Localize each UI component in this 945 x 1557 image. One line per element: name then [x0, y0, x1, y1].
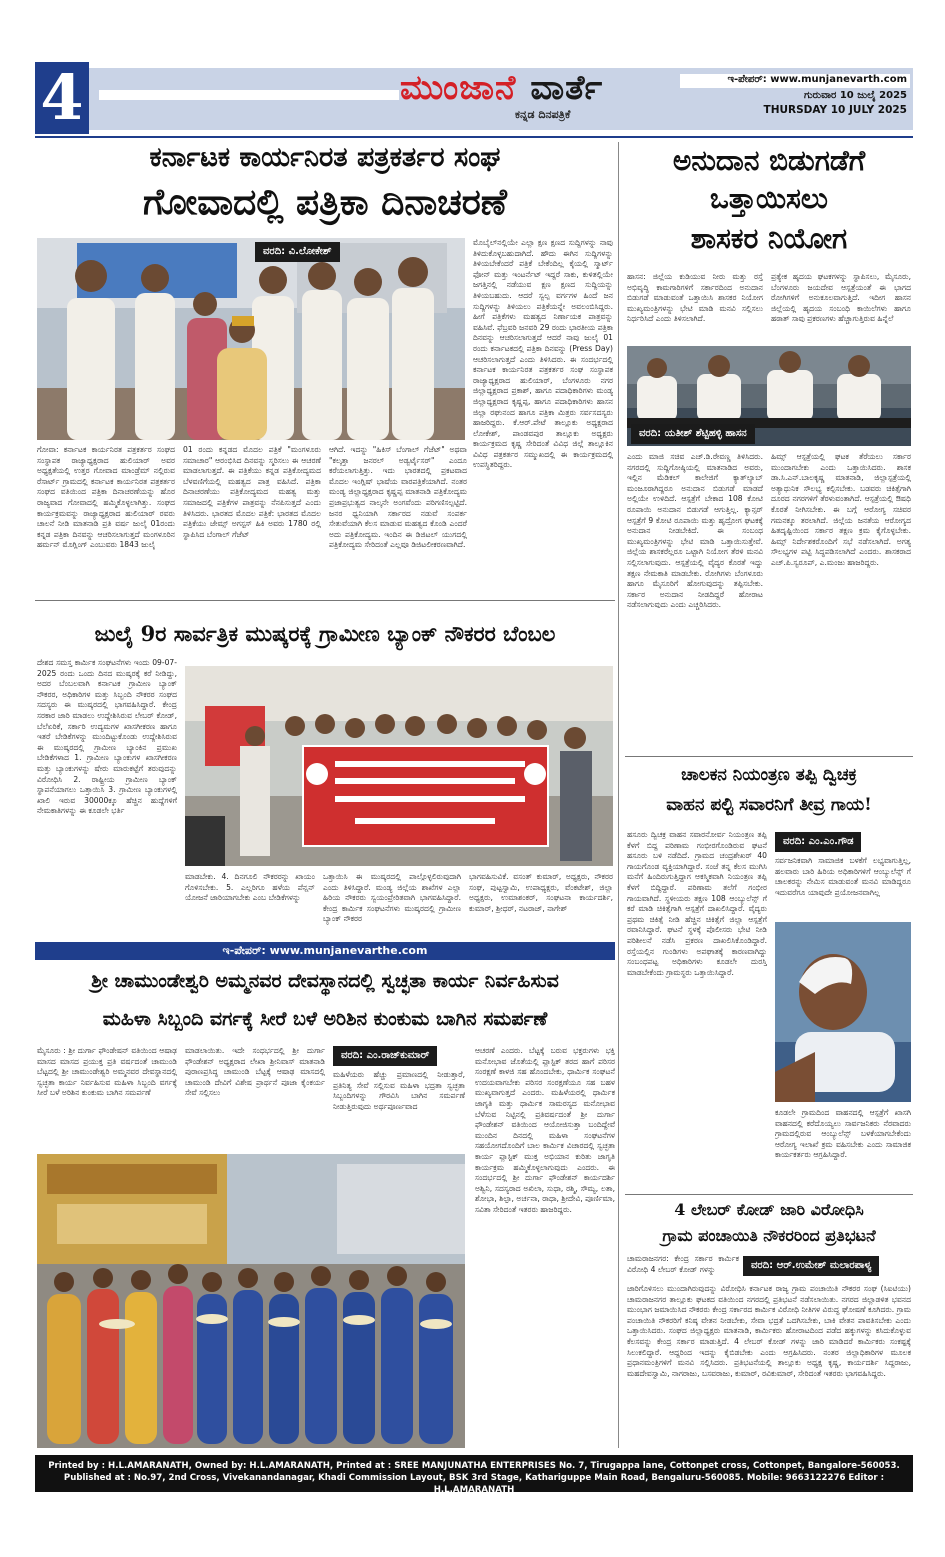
story1-photo — [37, 238, 465, 440]
story4-headline-line3: ಶಾಸಕರ ನಿಯೋಗ — [690, 222, 848, 255]
story1-headline-line1: ಕರ್ನಾಟಕ ಕಾರ್ಯನಿರತ ಪತ್ರಕರ್ತರ ಸಂಘ — [149, 142, 501, 173]
paper-name-part2: ವಾರ್ತೆ — [530, 68, 604, 108]
story2-photo — [185, 666, 613, 866]
story4-col2-top: ಪ್ರತ್ಯೇಕ ಹೃದಯ ಘಟಕಗಳನ್ನು ಸ್ಥಾಪಿಸಲು, ಮೈಸೂರು, ಬೆಂಗಳೂರು ಜಯದೇವ ಆಸ್ಪತ್ರೆಯಂತೆ ಈ ಭಾಗದ ರೋಗಿಗಳಿಗೆ ಅನುಕೂಲವಾಗುತ್ತಿದೆ. ಇದೀಗ ಹಾಸನ ಜಿಲ್ಲೆಯಲ್ಲಿ ಹೃದಯ ಸಂಬಂಧಿ ಕಾಯಿಲೆಗಳು ಹಾಗೂ ಹಠಾತ್ ಸಾವು ಪ್ರಕರಣಗಳು ಹೆಚ್ಚಾಗುತ್ತಿರುವ ಹಿನ್ನೆಲೆ — [771, 272, 911, 324]
paper-name — [400, 68, 603, 108]
story2-col2: ಮಾಡಬೇಕು. 4. ದಿನಗೂಲಿ ನೌಕರರನ್ನು ಖಾಯಂ ಗೊಳಿಸಬೇಕು. 5. ಎಲ್ಲರಿಗೂ ಹಳೆಯ ಪೆನ್ಷನ್ ಯೋಜನೆ ಜಾರಿಯಾಗಬೇಕು ಎಂಬ ಬೇಡಿಕೆಗಳನ್ನು — [185, 872, 315, 903]
story4-headline-line2: ಒತ್ತಾಯಿಸಲು — [710, 182, 828, 215]
epaper-strip[interactable]: ಇ-ಪೇಪರ್: www.munjanevarthe.com — [35, 942, 615, 960]
story2-col4: ಭಾಗವಹಿಸುವಿಕೆ. ವಸಂತ್ ಕುಮಾರ್, ಅಧ್ಯಕ್ಷರು, ನೌಕರರ ಸಂಘ, ಪುಟ್ಟಸ್ವಾಮಿ, ಉಪಾಧ್ಯಕ್ಷರು, ವೆಂಕಟೇಶ್, ಜಿಲ್ಲಾ ಅಧ್ಯಕ್ಷರು, ಉಮಾಶಂಕರ್, ಸಂಘಟನಾ ಕಾರ್ಯದರ್ಶಿ, ಕುಮಾರ್, ಶ್ರೀಧರ್, ನಟರಾಜ್, ನಾಗೇಶ್ — [469, 872, 613, 913]
imprint-line1: Printed by : H.L.AMARANATH, Owned by: H.L.AMARANATH, Printed at : SREE MANJUNATHA ENTERPRISES No. 7, Tirugappa lane, Cottonpet cross, Cottonpet, Bangalore-560053. — [48, 1461, 900, 1471]
story4-headline-line1: ಅನುದಾನ ಬಿಡುಗಡೆಗೆ — [672, 144, 866, 177]
story2-col1: ದೇಶದ ಸಮಸ್ತ ಕಾರ್ಮಿಕ ಸಂಘಟನೆಗಳು ಇಂದು 09-07-2025 ರಂದು ಒಂದು ದಿನದ ಮುಷ್ಕರಕ್ಕೆ ಕರೆ ನೀಡಿದ್ದು, ಅದರ ಬೆಂಬಲವಾಗಿ ಕರ್ನಾಟಕ ಗ್ರಾಮೀಣ ಬ್ಯಾಂಕ್ ನೌಕರರ, ಅಧಿಕಾರಿಗಳ ಮತ್ತು ಸಿಬ್ಬಂದಿ ನೌಕರರ ಸಂಘದ ಸದಸ್ಯರು ಈ ಮುಷ್ಕರದಲ್ಲಿ ಭಾಗವಹಿಸಿದ್ದಾರೆ. ಕೇಂದ್ರ ಸರಕಾರ ಜಾರಿ ಮಾಡಲು ಉದ್ದೇಶಿಸಿರುವ ಲೇಬರ್ ಕೋಡ್, ಬೆಲೆಏರಿಕೆ, ಸರ್ಕಾರಿ ಉದ್ಯಮಗಳ ಖಾಸಗೀಕರಣ ಹಾಗೂ ಇತರೆ ಬೇಡಿಕೆಗಳನ್ನು ಮುಂದಿಟ್ಟುಕೊಂಡು ಉದ್ದೇಶಿಸಿರುವ ಈ ಮುಷ್ಕರದಲ್ಲಿ ಗ್ರಾಮೀಣ ಬ್ಯಾಂಕಿನ ಪ್ರಮುಖ ಬೇಡಿಕೆಗಳಾದ 1. ಗ್ರಾಮೀಣ ಬ್ಯಾಂಕುಗಳ ಖಾಸಗೀಕರಣ ಮತ್ತು ಬ್ಯಾಂಕುಗಳನ್ನು ಷೇರು ಮಾರುಕಟ್ಟೆಗೆ ತರುವುದನ್ನು ವಿರೋಧಿಸಿ 2. ರಾಷ್ಟ್ರೀಯ ಗ್ರಾಮೀಣ ಬ್ಯಾಂಕ್ ಸ್ಥಾಪನೆಯಾಗಲು ಒತ್ತಾಯಿಸಿ 3. ಗ್ರಾಮೀಣ ಬ್ಯಾಂಕುಗಳಲ್ಲಿ ಖಾಲಿ ಇರುವ 30000ಕ್ಕೂ ಹೆಚ್ಚಿನ ಹುದ್ದೆಗಳಿಗೆ ನೇಮಕಾತಿಗಳನ್ನು ಈ ಕೂಡಲೇ ಭರ್ತಿ — [37, 658, 177, 816]
story4-byline: ವರದಿ: ಯತೀಶ್ ಶೆಟ್ಟಿಹಳ್ಳಿ ಹಾಸನ — [631, 424, 755, 444]
story5-headline-line2: ವಾಹನ ಪಲ್ಟಿ ಸವಾರನಿಗೆ ತೀವ್ರ ಗಾಯ! — [666, 795, 872, 815]
story6-byline: ವರದಿ: ಆರ್.ಉಮೇಶ್ ಮಲಾರಪಾಳ್ಯ — [743, 1256, 879, 1276]
masthead-date-kannada: ಗುರುವಾರ 10 ಜುಲೈ 2025 — [804, 90, 907, 101]
story6-headline-line2: ಗ್ರಾಮ ಪಂಚಾಯಿತಿ ನೌಕರರಿಂದ ಪ್ರತಿಭಟನೆ — [662, 1226, 876, 1245]
story5-photo — [775, 922, 911, 1102]
masthead-date-english: THURSDAY 10 JULY 2025 — [763, 104, 907, 116]
column-divider — [618, 142, 619, 1448]
story1-col4: ಮೊಬೈಲ್‌ನಲ್ಲಿಯೇ ಎಲ್ಲಾ ಕ್ಷಣ ಕ್ಷಣದ ಸುದ್ದಿಗಳನ್ನು ನಾವು ತಿಳಿದುಕೊಳ್ಳಬಹುದಾಗಿದೆ. ಹೌದು ಈಗಿನ ಸುದ್ದಿಗಳನ್ನು ತಿಳಿಯಬೇಕೆಂದರೆ ಪತ್ರಿಕೆ ಬೇಕೆಂದಿಲ್ಲ ಕೈಯಲ್ಲಿ ಸ್ಮಾರ್ಟ್ ಫೋನ್ ಮತ್ತು ಇಂಟರ್ನೆಟ್ ಇದ್ದರೆ ಸಾಕು, ಕುಳಿತಲ್ಲಿಯೇ ಜಗತ್ತಿನಲ್ಲಿ ನಡೆಯುವ ಕ್ಷಣ ಕ್ಷಣದ ಸುದ್ದಿಯನ್ನು ತಿಳಿಯಬಹುದು. ಆದರೆ ಸ್ವಲ್ಪ ವರ್ಗಗಳ ಹಿಂದೆ ಜನ ಸುದ್ದಿಗಳನ್ನು ತಿಳಿಯಲು ಪತ್ರಿಕೆಯನ್ನೇ ಅವಲಂಬಿಸಿದ್ದರು. ಹೀಗೆ ಪತ್ರಿಕೆಗಳು ಮಹತ್ವದ ನಿರ್ಣಾಯಕ ಪಾತ್ರವನ್ನು ವಹಿಸಿವೆ. ಫೆಬ್ರವರಿ ಜನವರಿ 29 ರಂದು ಭಾರತೀಯ ಪತ್ರಿಕಾ ದಿನವನ್ನು ಆಚರಿಸಲಾಗುತ್ತದೆ ಆದರೆ ನಾವು ಜುಲೈ 01 ರಂದು ಕರ್ನಾಟಕದಲ್ಲಿ ಪತ್ರಿಕಾ ದಿನವನ್ನು (Press Day) ಆಚರಿಸಲಾಗುತ್ತದೆ ಎಂದು ತಿಳಿಸಿದರು. ಈ ಸಂದರ್ಭದಲ್ಲಿ ಕರ್ನಾಟಕ ಕಾರ್ಯನಿರತ ಪತ್ರಕರ್ತರ ಸಂಘ ಸಂಸ್ಥಾಪಕ ರಾಜ್ಯಾಧ್ಯಕ್ಷರಾದ ಹುಲಿಯಾರ್, ಬೆಂಗಳೂರು ನಗರ ಜಿಲ್ಲಾಧ್ಯಕ್ಷರಾದ ಪ್ರಕಾಶ್, ಹಾಗೂ ಪದಾಧಿಕಾರಿಗಳು ಮಂಡ್ಯ ಜಿಲ್ಲಾಧ್ಯಕ್ಷರಾದ ಕೃಷ್ಣಪ್ಪ, ಹಾಗೂ ಪದಾಧಿಕಾರಿಗಳು ಹಾಸನ ಜಿಲ್ಲಾ ರಘುನಂದ ಹಾಗೂ ಪತ್ರಿಕಾ ಮಿತ್ರರು ಸರ್ವಸದಸ್ಯರು ಹಾಜರಿದ್ದರು. ಕೆ.ಆರ್.ಪೇಟೆ ತಾಲ್ಲೂಕು ಅಧ್ಯಕ್ಷರಾದ ಲೋಕೇಶ್, ಪಾಂಡವಪುರ ತಾಲ್ಲೂಕು ಅಧ್ಯಕ್ಷರು ಕಾರ್ಯಕ್ರಮದ ಕೃಷ್ಣ ಸೇರಿದಂತೆ ವಿವಿಧ ಜಿಲ್ಲೆ ತಾಲ್ಲೂಕಿನ ವಿವಿಧ ಪತ್ರಕರ್ತರ ಸಮ್ಮುಖದಲ್ಲಿ ಈ ಕಾರ್ಯಕ್ರಮದಲ್ಲಿ ಉಪಸ್ಥಿತರಿದ್ದರು. — [473, 238, 613, 470]
story1-byline: ವರದಿ: ವಿ.ಲೋಕೇಶ್ — [255, 242, 340, 262]
story6-headline-line1: 4 ಲೇಬರ್ ಕೋಡ್ ಜಾರಿ ವಿರೋಧಿಸಿ — [674, 1200, 864, 1219]
story1-col3: ಆಗಿದೆ. ಇದನ್ನು "ಹಿಕಿಸ್ ಬೆಂಗಾಲ್ ಗೆಜೆಟ್" ಅಥವಾ "ಕಲ್ಕತ್ತಾ ಜನರಲ್ ಅಡ್ವರ್ಟೈಸರ್" ಎಂದೂ ಕರೆಯಲಾಗುತ್ತಿತ್ತು. ಇದು ಭಾರತದಲ್ಲಿ ಪ್ರಕಟವಾದ ಮೊದಲ ಇಂಗ್ಲಿಷ್ ಭಾಷೆಯ ವಾರಪತ್ರಿಕೆಯಾಗಿದೆ. ನಂತರ ಮಂಡ್ಯ ಜಿಲ್ಲಾಧ್ಯಕ್ಷರಾದ ಕೃಷ್ಣಪ್ಪ ಮಾತನಾಡಿ ಪತ್ರಿಕೋದ್ಯಮ ಪ್ರಜಾಪ್ರಭುತ್ವದ ನಾಲ್ಕನೇ ಅಂಗವೆಂದು ಪರಿಗಣಿಸಲ್ಪಟ್ಟಿದೆ. ಜನರ ಧ್ವನಿಯಾಗಿ ಸರ್ಕಾರದ ನಡುವೆ ಸಂಪರ್ಕ ಸೇತುವೆಯಾಗಿ ಕೆಲಸ ಮಾಡುವ ಮಹತ್ವದ ಕೊಂಡಿ ಎಂದರೆ ಅದು ಪತ್ರಿಕೋದ್ಯಮ. ಇಂದಿನ ಈ ಡಿಜಿಟಲ್ ಯುಗದಲ್ಲಿ ಪತ್ರಿಕೋದ್ಯಮ ಸೇರಿದಂತೆ ಎಲ್ಲವೂ ಡಿಜಿಟಲೀಕರಣವಾಗಿದೆ. — [329, 445, 467, 550]
story1-headline-line2: ಗೋವಾದಲ್ಲಿ ಪತ್ರಿಕಾ ದಿನಾಚರಣೆ — [142, 181, 507, 223]
story5-byline: ವರದಿ: ಎಂ.ಎಂ.ಗೌಡ — [775, 832, 861, 852]
newspaper-page — [35, 61, 913, 1495]
story3-headline-line2: ಮಹಿಳಾ ಸಿಬ್ಬಂದಿ ವರ್ಗಕ್ಕೆ ಸೀರೆ ಬಳೆ ಅರಿಶಿನ ಕುಂಕುಮ ಬಾಗಿನ ಸಮರ್ಪಣೆ — [102, 1008, 548, 1030]
story4-col1-top: ಹಾಸನ: ಜಿಲ್ಲೆಯ ಕುಡಿಯುವ ನೀರು ಮತ್ತು ರಸ್ತೆ ಅಭಿವೃದ್ಧಿ ಕಾಮಗಾರಿಗಳಿಗೆ ಸರ್ಕಾರದಿಂದ ಅನುದಾನ ಬಿಡುಗಡೆ ಮಾಡುವಂತೆ ಒತ್ತಾಯಿಸಿ ಶಾಸಕರ ನಿಯೋಗ ಮುಖ್ಯಮಂತ್ರಿಗಳನ್ನು ಭೇಟಿ ಮಾಡಿ ಮನವಿ ಸಲ್ಲಿಸಲು ನಿರ್ಧರಿಸಿದೆ ಎಂದು ತಿಳಿಸಲಾಗಿದೆ. — [627, 272, 763, 324]
story4-separator — [625, 756, 913, 757]
page-number: 4 — [35, 62, 89, 134]
story4-col2-bottom-wrap — [771, 272, 911, 752]
story3-col1: ಮೈಸೂರು : ಶ್ರೀ ದುರ್ಗಾ ಫೌಂಡೇಷನ್ ವತಿಯಿಂದ ಆಷಾಢ ಮಾಸದ ಮಾಸದ ಪ್ರಯುಕ್ತ ಪ್ರತಿ ವರ್ಷದಂತೆ ಚಾಮುಂಡಿ ಬೆಟ್ಟದಲ್ಲಿ ಶ್ರೀ ಚಾಮುಂಡೇಶ್ವರಿ ಅಮ್ಮನವರ ದೇವಸ್ಥಾನದಲ್ಲಿ ಸ್ವಚ್ಛತಾ ಕಾರ್ಯ ನಿರ್ವಹಿಸುವ ಮಹಿಳಾ ಸಿಬ್ಬಂದಿ ವರ್ಗಕ್ಕೆ ಸೀರೆ ಬಳೆ ಅರಿಶಿನ ಕುಂಕುಮ ಬಾಗಿನ ಸಮರ್ಪಣೆ — [37, 1046, 177, 1098]
story5-col2-top: ಸರ್ವಜನಿಕವಾಗಿ ಸಾಮಾಜಿಕ ಬಳಕೆಗೆ ಲಭ್ಯವಾಗುತ್ತಿಲ್ಲ, ಹಲವಾರು ಬಾರಿ ಹಿರಿಯ ಅಧಿಕಾರಿಗಳಿಗೆ ಆಂಬ್ಯುಲೆನ್ಸ್ ಗೆ ಚಾಲಕರನ್ನು ನೇಮಿಸ ಮಾಡುವಂತೆ ಮನವಿ ಮಾಡಿದ್ದರೂ ಇದುವರೆಗೂ ಯಾವುದೇ ಪ್ರಯೋಜನವಾಗಿಲ್ಲ — [775, 856, 911, 897]
masthead-rule — [35, 136, 913, 138]
story4-col2-bottom: ಹಿಮ್ಸ್ ಆಸ್ಪತ್ರೆಯಲ್ಲಿ ಘಟಕ ತೆರೆಯಲು ಸರ್ಕಾರ ಮುಂದಾಗಬೇಕು ಎಂದು ಒತ್ತಾಯಿಸಿದರು. ಶಾಸಕ ಡಾ.ಸಿ.ಎನ್.ಬಾಲಕೃಷ್ಣ ಮಾತನಾಡಿ, ಜಿಲ್ಲಾಸ್ಪತ್ರೆಯಲ್ಲಿ ಅತ್ಯಾಧುನಿಕ ಸೌಲಭ್ಯ ಕಲ್ಪಿಸಬೇಕು. ಬಡವರು ಚಿಕಿತ್ಸೆಗಾಗಿ ದೂರದ ನಗರಗಳಿಗೆ ತೆರಳುವಂತಾಗಿದೆ. ಆಸ್ಪತ್ರೆಯಲ್ಲಿ ಔಷಧಿ ಕೊರತೆ ನೀಗಿಸಬೇಕು. ಈ ಬಗ್ಗೆ ಆರೋಗ್ಯ ಸಚಿವರ ಗಮನಕ್ಕೂ ತರಲಾಗಿದೆ. ಜಿಲ್ಲೆಯ ಜನತೆಯ ಆರೋಗ್ಯದ ಹಿತದೃಷ್ಟಿಯಿಂದ ಸರ್ಕಾರ ತಕ್ಷಣ ಕ್ರಮ ಕೈಗೊಳ್ಳಬೇಕು. ಹಿಮ್ಸ್ ನಿರ್ದೇಶಕರೊಂದಿಗೆ ಸಭೆ ನಡೆಸಲಾಗಿದೆ. ಅಗತ್ಯ ಸೌಲಭ್ಯಗಳ ಪಟ್ಟಿ ಸಿದ್ಧಪಡಿಸಲಾಗಿದೆ ಎಂದರು. ಶಾಸಕರಾದ ಎಚ್.ಪಿ.ಸ್ವರೂಪ್, ಎ.ಮಂಜು ಹಾಜರಿದ್ದರು. — [771, 452, 911, 567]
imprint-footer — [35, 1455, 913, 1495]
paper-name-part1: ಮುಂಜಾನೆ — [400, 68, 517, 108]
imprint-line2: Published at : No.97, 2nd Cross, Vivekanandanagar, Khadi Commission Layout, BSK 3rd Stage, Kathariguppe Main Road, Bengaluru-560085. Mobile: 9663122276 Editor : H.L.AMARANATH — [63, 1473, 885, 1495]
story2-headline: ಜುಲೈ 9ರ ಸಾರ್ವತ್ರಿಕ ಮುಷ್ಕರಕ್ಕೆ ಗ್ರಾಮೀಣ ಬ್ಯಾಂಕ್ ನೌಕರರ ಬೆಂಬಲ — [94, 621, 556, 646]
story5-col1: ಹಸೂರು ದ್ವಿಚಕ್ರ ವಾಹನ ಸವಾರನೋರ್ವ ನಿಯಂತ್ರಣ ತಪ್ಪಿ ಕೆಳಗೆ ಬಿದ್ದ ಪರಿಣಾಮ ಗಂಭೀರಗೊಂಡಿರುವ ಘಟನೆ ಹಸೂರು ಬಳಿ ನಡೆದಿದೆ. ಗ್ರಾಮದ ಚಂದ್ರಶೇಖರ್ 40 ಗಾಯಗೊಂಡ ವ್ಯಕ್ತಿಯಾಗಿದ್ದಾರೆ. ಸಂಜೆ ತನ್ನ ಕೆಲಸ ಮುಗಿಸಿ ಮನೆಗೆ ಹಿಂದಿರುಗುತ್ತಿದ್ದಾಗ ಆಕಸ್ಮಿಕವಾಗಿ ನಿಯಂತ್ರಣ ತಪ್ಪಿ ಕೆಳಗೆ ಬಿದ್ದಿದ್ದಾರೆ. ಪರಿಣಾಮ ತಲೆಗೆ ಗಂಭೀರ ಗಾಯವಾಗಿದೆ. ಸ್ಥಳೀಯರು ತಕ್ಷಣ 108 ಆಂಬ್ಯುಲೆನ್ಸ್ ಗೆ ಕರೆ ಮಾಡಿ ಚಿಕಿತ್ಸೆಗಾಗಿ ಆಸ್ಪತ್ರೆಗೆ ದಾಖಲಿಸಿದ್ದಾರೆ. ವೈದ್ಯರು ಪ್ರಥಮ ಚಿಕಿತ್ಸೆ ನೀಡಿ ಹೆಚ್ಚಿನ ಚಿಕಿತ್ಸೆಗೆ ಜಿಲ್ಲಾ ಆಸ್ಪತ್ರೆಗೆ ರವಾನಿಸಿದ್ದಾರೆ. ಘಟನೆ ಸ್ಥಳಕ್ಕೆ ಪೊಲೀಸರು ಭೇಟಿ ನೀಡಿ ಪರಿಶೀಲನೆ ನಡೆಸಿ ಪ್ರಕರಣ ದಾಖಲಿಸಿಕೊಂಡಿದ್ದಾರೆ. ರಸ್ತೆಯಲ್ಲಿನ ಗುಂಡಿಗಳು ಅಪಘಾತಕ್ಕೆ ಕಾರಣವಾಗಿದ್ದು ಸಂಬಂಧಪಟ್ಟ ಅಧಿಕಾರಿಗಳು ಕೂಡಲೇ ದುರಸ್ತಿ ಮಾಡಬೇಕೆಂದು ಗ್ರಾಮಸ್ಥರು ಒತ್ತಾಯಿಸಿದ್ದಾರೆ. — [627, 830, 767, 977]
story3-col2: ಮಾಡಲಾಯಿತು. ಇದೇ ಸಂಧರ್ಭದಲ್ಲಿ ಶ್ರೀ ದುರ್ಗಾ ಫೌಂಡೇಶನ್ ಅಧ್ಯಕ್ಷರಾದ ಲೇಖಾ ಶ್ರೀನಿವಾಸ್ ಮಾತನಾಡಿ ಪುರಾಣಪ್ರಸಿದ್ಧ ಚಾಮುಂಡಿ ಬೆಟ್ಟಕ್ಕೆ ಆಷಾಢ ಮಾಸದಲ್ಲಿ ಚಾಮುಂಡಿ ದೇವಿಗೆ ವಿಶೇಷ ಪ್ರಾರ್ಥನೆ ಪೂಜಾ ಕೈಂಕರ್ಯ ಸೇವೆ ಸಲ್ಲಿಸಲು — [185, 1046, 325, 1098]
story1-col2: 01 ರಂದು ಕನ್ನಡದ ಮೊದಲ ಪತ್ರಿಕೆ "ಮಂಗಳೂರು ಸಮಾಚಾರ" ಆರಂಭಿಸಿದ ದಿನವನ್ನು ಸ್ಮರಿಸಲು ಈ ಆಚರಣೆ ಮಾಡಲಾಗುತ್ತದೆ. ಈ ಪತ್ರಿಕೆಯು ಕನ್ನಡ ಪತ್ರಿಕೋದ್ಯಮದ ಬೆಳವಣಿಗೆಯಲ್ಲಿ ಮಹತ್ವದ ಪಾತ್ರ ವಹಿಸಿದೆ. ಪತ್ರಿಕಾ ದಿನಾಚರಣೆಯು ಪತ್ರಿಕೋದ್ಯಮದ ಮಹತ್ವ ಮತ್ತು ಸಮಾಜದಲ್ಲಿ ಪತ್ರಿಕೆಗಳ ಪಾತ್ರವನ್ನು ನೆನಪಿಸುತ್ತದೆ ಎಂದು ತಿಳಿಸಿದರು. ಭಾರತದ ಮೊದಲ ಪತ್ರಿಕೆ: ಭಾರತದ ಮೊದಲ ಪತ್ರಿಕೆಯು ಜೇಮ್ಸ್ ಅಗಸ್ಟಸ್ ಹಿಕಿ ಅವರು 1780 ರಲ್ಲಿ ಸ್ಥಾಪಿಸಿದ ಬೆಂಗಾಲ್ ಗೆಜೆಟ್ — [183, 445, 321, 539]
story5-separator — [625, 1194, 913, 1195]
story6-lead: ಚಾಮರಾಜನಗರ: ಕೇಂದ್ರ ಸರ್ಕಾರ ಕಾರ್ಮಿಕ ವಿರೋಧಿ 4 ಲೇಬರ್ ಕೋಡ್ ಗಳನ್ನು — [627, 1254, 739, 1274]
story4-col1-bottom: ಎಂದು ಮಾಜಿ ಸಚಿವ ಎಚ್.ಡಿ.ರೇವಣ್ಣ ತಿಳಿಸಿದರು. ನಗರದಲ್ಲಿ ಸುದ್ದಿಗೋಷ್ಠಿಯಲ್ಲಿ ಮಾತನಾಡಿದ ಅವರು, ಇಲ್ಲಿನ ಮೆಡಿಕಲ್ ಕಾಲೇಜಿಗೆ ಕ್ಯಾತ್‌ಲ್ಯಾಬ್ ಮಂಜೂರಾಗಿದ್ದರೂ ಅನುದಾನ ಬಿಡುಗಡೆ ಮಾಡದೆ ಅಲ್ಲಿಯೇ ಉಳಿದಿದೆ. ಆಸ್ಪತ್ರೆಗೆ ಬೇಕಾದ 108 ಕೋಟಿ ರೂಪಾಯಿ ಅನುದಾನ ಬಿಡುಗಡೆ ಆಗುತ್ತಿಲ್ಲ. ಕ್ಯಾನ್ಸರ್ ಆಸ್ಪತ್ರೆಗೆ 9 ಕೋಟಿ ರೂಪಾಯಿ ಮತ್ತು ಹೃದ್ರೋಗ ಘಟಕಕ್ಕೆ ಅನುದಾನ ನೀಡಬೇಕಿದೆ. ಈ ಸಂಬಂಧ ಮುಖ್ಯಮಂತ್ರಿಗಳನ್ನು ಭೇಟಿ ಮಾಡಿ ಒತ್ತಾಯಿಸುತ್ತೇವೆ. ಜಿಲ್ಲೆಯ ಶಾಸಕರೆಲ್ಲರೂ ಒಟ್ಟಾಗಿ ನಿಯೋಗ ತೆರಳಿ ಮನವಿ ಸಲ್ಲಿಸಲಾಗುವುದು. ಆಸ್ಪತ್ರೆಯಲ್ಲಿ ವೈದ್ಯರ ಕೊರತೆ ಇದ್ದು ತಕ್ಷಣ ನೇಮಕಾತಿ ಮಾಡಬೇಕು. ರೋಗಿಗಳು ಬೆಂಗಳೂರು ಹಾಗೂ ಮೈಸೂರಿಗೆ ಹೋಗುವುದನ್ನು ತಪ್ಪಿಸಬೇಕು. ಸರ್ಕಾರ ಅನುದಾನ ನೀಡದಿದ್ದರೆ ಹೋರಾಟ ನಡೆಸಲಾಗುವುದು ಎಂದು ಎಚ್ಚರಿಸಿದರು. — [627, 452, 763, 610]
story3-byline: ವರದಿ: ಎಂ.ರಾಜ್‌ಕುಮಾರ್ — [333, 1046, 437, 1066]
paper-subtitle: ಕನ್ನಡ ದಿನಪತ್ರಿಕೆ — [515, 108, 571, 121]
story3-photo — [37, 1154, 465, 1448]
story5-headline-line1: ಚಾಲಕನ ನಿಯಂತ್ರಣ ತಪ್ಪಿ ದ್ವಿಚಕ್ರ — [681, 765, 857, 785]
story5-col2-bottom: ಕೂಡಲೇ ಗ್ರಾಮದಿಂದ ವಾಹನದಲ್ಲಿ ಆಸ್ಪತ್ರೆಗೆ ಖಾಸಗಿ ವಾಹನದಲ್ಲಿ ಕರೆದೊಯ್ಯಲು ಸಾರ್ವಜನಿಕರು ನೆರವಾದರು ಗ್ರಾಮದಲ್ಲಿರುವ ಆಂಬ್ಯುಲೆನ್ಸ್ ಬಳಕೆಯಾಗಬೇಕೆಂದು ಆರೋಗ್ಯ ಇಲಾಖೆ ಕ್ರಮ ವಹಿಸಬೇಕು ಎಂದು ಸಾಮಾಜಿಕ ಕಾರ್ಯಕರ್ತರು ಆಗ್ರಹಿಸಿದ್ದಾರೆ. — [775, 1108, 911, 1160]
story3-headline-line1: ಶ್ರೀ ಚಾಮುಂಡೇಶ್ವರಿ ಅಮ್ಮನವರ ದೇವಸ್ಥಾನದಲ್ಲಿ ಸ್ವಚ್ಛತಾ ಕಾರ್ಯ ನಿರ್ವಹಿಸುವ — [91, 970, 559, 992]
masthead-epaper-url[interactable]: ಇ-ಪೇಪರ್: www.munjanevarth.com — [727, 74, 907, 85]
story3-col3: ಮಹಿಳೆಯರು ಹೆಚ್ಚು ಪ್ರಮಾಣದಲ್ಲಿ ನೀಡುತ್ತಾರೆ, ಪ್ರತಿನಿತ್ಯ ಸೇವೆ ಸಲ್ಲಿಸುವ ಮಹಿಳಾ ಭದ್ರತಾ ಸ್ವಚ್ಛತಾ ಸಿಬ್ಬಂದಿಗಳನ್ನು ಗೌರವಿಸಿ ಬಾಗಿನ ಸಮರ್ಪಣೆ ನೀಡುತ್ತಿರುವುದು ಅರ್ಥಪೂರ್ಣವಾದ — [333, 1070, 465, 1111]
story3-col4: ಆಚರಣೆ ಎಂದರು. ಬೆಟ್ಟಕ್ಕೆ ಬರುವ ಭಕ್ತರುಗಳು ಭಕ್ತಿ ಮನೋಭಾವ ಜೊತೆಯಲ್ಲಿ ಪ್ಲಾಸ್ಟಿಕ್ ತರದ ಹಾಗೆ ಪರಿಸರ ಸಂರಕ್ಷಣೆ ಕಾಳಜಿ ಸಹ ಹೊಂದಬೇಕು, ಧಾರ್ಮಿಕ ಸಂಘಟನೆ ಉದಯವಾಗಬೇಕು ಪರಿಸರ ಸಂರಕ್ಷಣೆಯೂ ಸಹ ಬಹಳ ಮುಖ್ಯವಾಗುತ್ತದೆ ಎಂದರು. ಮಹಿಳೆಯರಲ್ಲಿ ಧಾರ್ಮಿಕ ಜಾಗೃತಿ ಮತ್ತು ಧಾರ್ಮಿಕ ಸಾಮರಸ್ಯದ ಮನೋಭಾವ ಬೆಳೆಸುವ ನಿಟ್ಟಿನಲ್ಲಿ ಪ್ರತಿವರ್ಷದಂತೆ ಶ್ರೀ ದುರ್ಗಾ ಫೌಂಡೇಶನ್ ವತಿಯಿಂದ ಆಯೋಜಿಸುತ್ತಾ ಬಂದಿದ್ದೇವೆ ಮುಂದಿನ ದಿನದಲ್ಲಿ ಮಹಿಳಾ ಸಂಘಟನೆಗಳ ಸಹಯೋಗದೊಂದಿಗೆ ಬಾಲ ಕಾರ್ಮಿಕ ವಿಚಾರದಲ್ಲಿ ಸ್ವಚ್ಛತಾ ಕಾರ್ಯ ಪ್ಲಾಸ್ಟಿಕ್ ಮುಕ್ತ ಅಭಿಯಾನ ಕುರಿತು ಜಾಗೃತಿ ಕಾರ್ಯಕ್ರಮ ಹಮ್ಮಿಕೊಳ್ಳಲಾಗುವುದು ಎಂದರು. ಈ ಸಂದರ್ಭದಲ್ಲಿ ಶ್ರೀ ದುರ್ಗಾ ಫೌಂಡೇಶನ್ ಕಾರ್ಯದರ್ಶಿ ಅಶ್ವಿನಿ, ಸದಸ್ಯರಾದ ಅಖಿಲಾ, ಸುಧಾ, ರಶ್ಮಿ, ಸೌಮ್ಯ, ಲತಾ, ಶೋಭಾ, ಶಿಲ್ಪಾ, ಅರ್ಚನಾ, ರಾಧಾ, ಶ್ರೀದೇವಿ, ಪೂರ್ಣಿಮಾ, ಸವಿತಾ ಸೇರಿದಂತೆ ಇತರರು ಹಾಜರಿದ್ದರು. — [475, 1046, 615, 1214]
story1-separator — [35, 600, 615, 601]
story6-body: ಜಾರಿಗೊಳಿಸಲು ಮುಂದಾಗಿರುವುದನ್ನು ವಿರೋಧಿಸಿ ಕರ್ನಾಟಕ ರಾಜ್ಯ ಗ್ರಾಮ ಪಂಚಾಯಿತಿ ನೌಕರರ ಸಂಘ (ಸಿಐಟಿಯು) ಚಾಮರಾಜನಗರ ತಾಲ್ಲೂಕು ಘಟಕದ ವತಿಯಿಂದ ನಗರದಲ್ಲಿ ಪ್ರತಿಭಟನೆ ನಡೆಸಲಾಯಿತು. ನಗರದ ಜಿಲ್ಲಾಡಳಿತ ಭವನದ ಮುಂಭಾಗ ಜಮಾಯಿಸಿದ ನೌಕರರು ಕೇಂದ್ರ ಸರ್ಕಾರದ ಕಾರ್ಮಿಕ ವಿರೋಧಿ ನೀತಿಗಳ ವಿರುದ್ಧ ಘೋಷಣೆ ಕೂಗಿದರು. ಗ್ರಾಮ ಪಂಚಾಯಿತಿ ನೌಕರರಿಗೆ ಕನಿಷ್ಠ ವೇತನ ನೀಡಬೇಕು, ಸೇವಾ ಭದ್ರತೆ ಒದಗಿಸಬೇಕು, ಬಾಕಿ ವೇತನ ಪಾವತಿಸಬೇಕು ಎಂದು ಒತ್ತಾಯಿಸಿದರು. ಸಂಘದ ಜಿಲ್ಲಾಧ್ಯಕ್ಷರು ಮಾತನಾಡಿ, ಕಾರ್ಮಿಕರು ಹೋರಾಟದಿಂದ ಪಡೆದ ಹಕ್ಕುಗಳನ್ನು ಕಸಿದುಕೊಳ್ಳುವ ಕೆಲಸವನ್ನು ಕೇಂದ್ರ ಸರ್ಕಾರ ಮಾಡುತ್ತಿದೆ. 4 ಲೇಬರ್ ಕೋಡ್ ಗಳನ್ನು ಜಾರಿ ಮಾಡಿದರೆ ಕಾರ್ಮಿಕರು ಸಂಕಷ್ಟಕ್ಕೆ ಸಿಲುಕಲಿದ್ದಾರೆ. ಆದ್ದರಿಂದ ಇದನ್ನು ಕೈಬಿಡಬೇಕು ಎಂದು ಆಗ್ರಹಿಸಿದರು. ನಂತರ ಜಿಲ್ಲಾಧಿಕಾರಿಗಳ ಮೂಲಕ ಪ್ರಧಾನಮಂತ್ರಿಗಳಿಗೆ ಮನವಿ ಸಲ್ಲಿಸಿದರು. ಪ್ರತಿಭಟನೆಯಲ್ಲಿ ತಾಲ್ಲೂಕು ಅಧ್ಯಕ್ಷ ಕೃಷ್ಣ, ಕಾರ್ಯದರ್ಶಿ ಸಿದ್ದರಾಜು, ಮಹದೇವಸ್ವಾಮಿ, ನಾಗರಾಜು, ಬಸವರಾಜು, ಕುಮಾರ್, ರವಿಕುಮಾರ್, ಸೇರಿದಂತೆ ಇತರರು ಭಾಗವಹಿಸಿದ್ದರು. — [627, 1284, 911, 1378]
story2-col3: ಒತ್ತಾಯಿಸಿ ಈ ಮುಷ್ಕರದಲ್ಲಿ ಪಾಲ್ಗೊಳ್ಳಲಿರುವುದಾಗಿ ಎಂದು ತಿಳಿಸಿದ್ದಾರೆ. ಮಂಡ್ಯ ಜಿಲ್ಲೆಯ ಶಾಖೆಗಳ ಎಲ್ಲಾ ಹಿರಿಯ ನೌಕರರು ಸ್ವಯಂಪ್ರೇರಿತವಾಗಿ ಭಾಗವಹಿಸಿದ್ದಾರೆ. ಕೇಂದ್ರ ಕಾರ್ಮಿಕ ಸಂಘಟನೆಗಳು ಮುಷ್ಕರದಲ್ಲಿ ಗ್ರಾಮೀಣ ಬ್ಯಾಂಕ್ ನೌಕರರ — [323, 872, 461, 924]
masthead-white-rule — [99, 90, 399, 100]
story1-col1: ಗೋವಾ: ಕರ್ನಾಟಕ ಕಾರ್ಯನಿರತ ಪತ್ರಕರ್ತರ ಸಂಘದ ಸಂಸ್ಥಾಪಕ ರಾಜ್ಯಾಧ್ಯಕ್ಷರಾದ ಹುಲಿಯಾರ್ ಅವರ ಅಧ್ಯಕ್ಷತೆಯಲ್ಲಿ ಉತ್ತರ ಗೋವಾದ ಮಾಂಡ್ರೆಮ್ ನಲ್ಲಿರುವ ರೆಸಾರ್ಟ್ ಗ್ರಾಮದಲ್ಲಿ ಕರ್ನಾಟಕ ಕಾರ್ಯನಿರತ ಪತ್ರಕರ್ತರ ಸಂಘದ ವತಿಯಿಂದ ಪತ್ರಿಕಾ ದಿನಾಚರಣೆಯನ್ನು ಹೊರ ರಾಜ್ಯವಾದ ಗೋವಾದಲ್ಲಿ ಹಮ್ಮಿಕೊಳ್ಳಲಾಗಿತ್ತು. ಸಂಘದ ಕಾರ್ಯಕ್ರಮವನ್ನು ರಾಜ್ಯಾಧ್ಯಕ್ಷರಾದ ಹುಲಿಯಾರ್ ರವರು ಚಾಲನೆ ನೀಡಿ ಮಾತನಾಡಿ ಪ್ರತಿ ವರ್ಷ ಜುಲೈ 01ರಂದು ಕನ್ನಡ ಪತ್ರಿಕಾ ದಿನವನ್ನು ಆಚರಿಸಲಾಗುತ್ತದೆ ಮಂಗಳೂರಿನ ಹರ್ಮನ್ ಮೊಗ್ಲಿಂಗ್ ಎಂಬುವರು 1843 ಜುಲೈ — [37, 445, 175, 550]
